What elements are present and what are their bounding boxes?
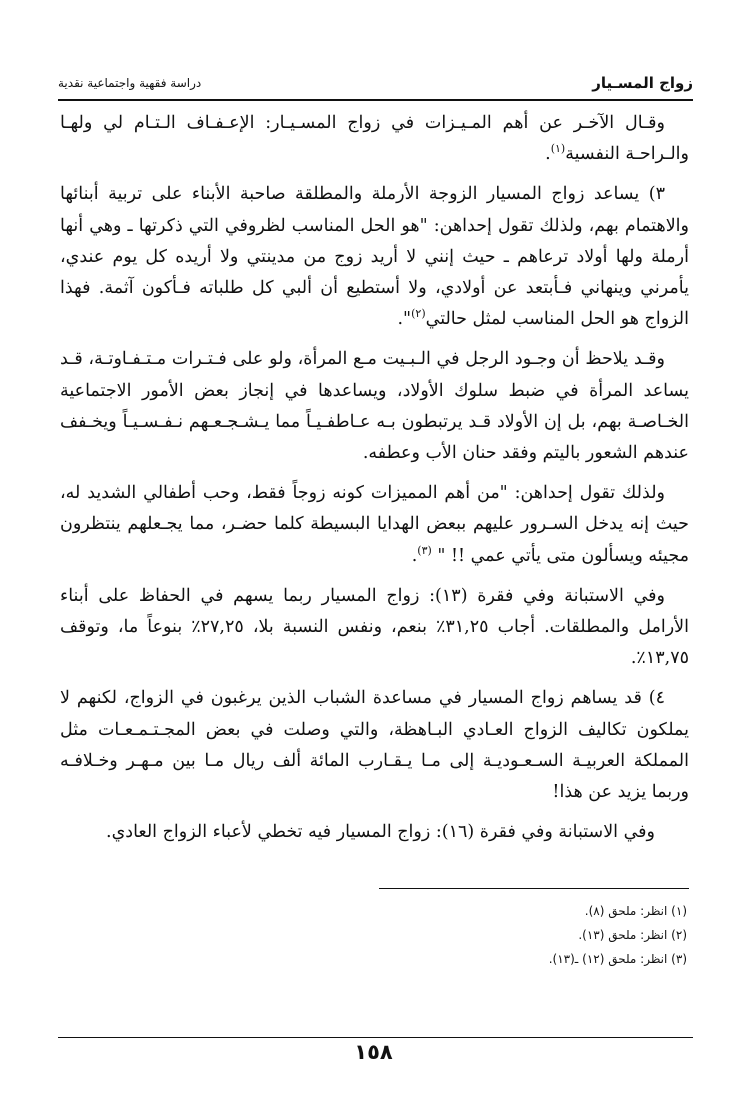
footnote-ref-2: (٢) xyxy=(411,307,426,321)
footnote-divider xyxy=(379,888,689,889)
running-header xyxy=(58,74,693,100)
paragraph-3: وقـد يلاحظ أن وجـود الرجل في الـبـيت مـع المرأة، ولو على فـتـرات مـتـفـاوتـة، قـد يساعد المرأة في ضبط سلوك الأولاد، ويساعدها في إنجاز بعض الأمور الاجتماعية الخـاصـة بهم، بل إن الأولاد قـد يرتبطون بـه عـاطفـيـاً مما يـشـجـعـهم نـفـسـيـاً ويخـفف عندهم الشعور باليتم وفقد حنان الأب وعطفه. xyxy=(60,349,689,464)
paragraph-4: ولذلك تقول إحداهن: "من أهم المميزات كونه زوجاً فقط، وحب أطفالي الشديد له، حيث إنه يدخل السـرور عليهم ببعض الهدايا البسيطة كلما حضـر، مما يجـعلهم ينتظرون مجيئه ويسألون متى يأتي عمي !! " $^{(٣)}$. xyxy=(60,483,689,566)
book-title: زواج المسـيار xyxy=(592,74,693,92)
paragraph-5: وفي الاستبانة وفي فقرة (١٣): زواج المسيار ربما يسهم في الحفاظ على أبناء الأرامل والمطلقات. أجاب ٣١,٢٥٪ بنعم، ونفس النسبة بلا، ٢٧,٢٥٪ بنوعاً ما، وتوقف ١٣,٧٥٪. xyxy=(60,585,690,669)
page-number: ١٥٨ xyxy=(354,1040,393,1064)
paragraph-1: وقـال الآخـر عن أهم المـيـزات في زواج المسـيـار: الإعـفـاف الـتـام لي ولهـا والـراحـة النفسية$^{(١)}$. xyxy=(60,113,689,165)
main-text xyxy=(60,108,689,848)
footnote-ref-1: (١) xyxy=(550,142,566,156)
footnote-ref-3: (٣) xyxy=(417,543,432,557)
paragraph-6: ٤) قد يساهم زواج المسيار في مساعدة الشباب الذين يرغبون في الزواج، لكنهم لا يملكون تكاليف الزواج العـادي البـاهظة، والتي وصلت في بعض المجـتـمـعـات مثل المملكة العربيـة السـعـوديـة إلى مـا يـقـارب المائة ألف ريال مـا بين مـهـر وخـلافـه وربما يزيد عن هذا! xyxy=(60,688,689,803)
book-subtitle: دراسة فقهية واجتماعية نقدية xyxy=(58,76,202,90)
footnote-2: (٢) انظر: ملحق (١٣). xyxy=(578,928,687,942)
paragraph-2: ٣) يساعد زواج المسيار الزوجة الأرملة والمطلقة صاحبة الأبناء على تربية أبنائها والاهتمام بهم، ولذلك تقول إحداهن: "هو الحل المناسب لظروفي التي ذكرتها ـ وهي أنها أرملة ولها أولاد ترعاهم ـ حيث إنني لا أريد زوج من مدينتي ولا أريده كل يوم عندي، يأمرني وينهاني فـأبتعد عن أولادي، ولا أستطيع أن ألبي كل طلباته فـأكون آثمة. فهذا الزواج هو الحل المناسب لمثل حالتي$^{(٢)}$". xyxy=(60,184,689,330)
footer-divider xyxy=(58,1037,693,1038)
footnote-1: (١) انظر: ملحق (٨). xyxy=(584,904,687,918)
footnote-3: (٣) انظر: ملحق (١٢) ـ(١٣). xyxy=(548,952,687,966)
paragraph-7: وفي الاستبانة وفي فقرة (١٦): زواج المسيار فيه تخطي لأعباء الزواج العادي. xyxy=(106,822,655,843)
header-divider xyxy=(58,99,693,101)
footnotes xyxy=(187,899,687,971)
